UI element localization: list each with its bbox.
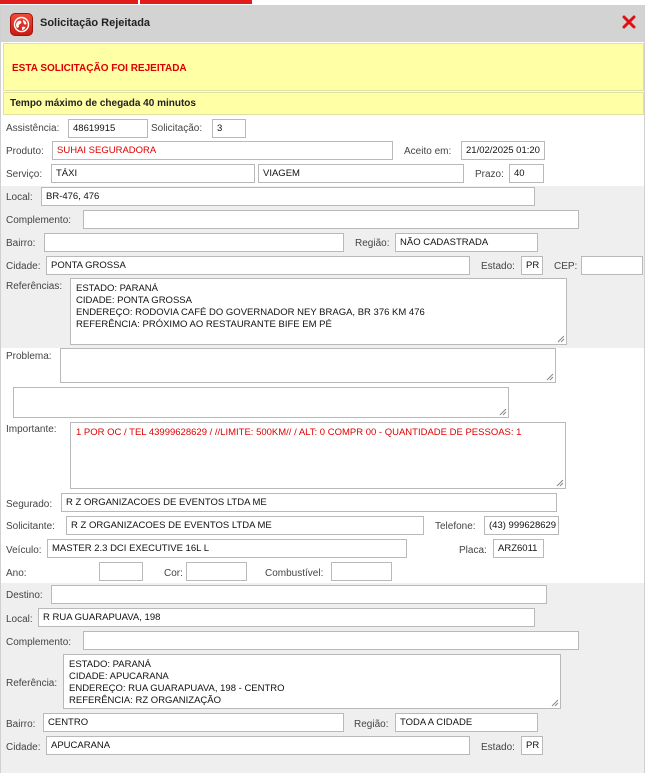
destino-referencia-line: ESTADO: PARANÁ xyxy=(69,659,151,670)
placa-label: Placa: xyxy=(459,545,487,556)
dialog-title: Solicitação Rejeitada xyxy=(40,17,151,29)
solicitante-field[interactable]: R Z ORGANIZACOES DE EVENTOS LTDA ME xyxy=(66,516,424,535)
regiao-label: Região: xyxy=(355,238,390,249)
rejected-banner xyxy=(3,43,644,91)
destino-field[interactable] xyxy=(51,585,547,604)
referencia-line: ENDEREÇO: RODOVIA CAFÉ DO GOVERNADOR NEY BRAGA, BR 376 KM 476 xyxy=(76,307,425,318)
tab-indicator[interactable] xyxy=(0,0,138,4)
bairro-label: Bairro: xyxy=(6,238,36,249)
destino-label: Destino: xyxy=(6,590,43,601)
destino-bairro-label: Bairro: xyxy=(6,719,36,730)
resize-grip-icon[interactable] xyxy=(551,699,559,707)
solicitacao-field[interactable]: 3 xyxy=(212,119,246,138)
destino-regiao-field[interactable]: TODA A CIDADE xyxy=(395,713,538,732)
cor-label: Cor: xyxy=(164,568,183,579)
produto-label: Produto: xyxy=(6,146,44,157)
destino-estado-label: Estado: xyxy=(481,742,515,753)
destino-local-field[interactable]: R RUA GUARAPUAVA, 198 xyxy=(38,608,535,627)
destino-estado-field[interactable]: PR xyxy=(521,736,543,755)
prazo-label: Prazo: xyxy=(475,169,504,180)
local-label: Local: xyxy=(6,192,33,203)
destino-referencia-line: ENDEREÇO: RUA GUARAPUAVA, 198 - CENTRO xyxy=(69,683,285,694)
destino-referencia-textarea[interactable] xyxy=(63,654,561,709)
destino-complemento-label: Complemento: xyxy=(6,637,72,648)
complemento-field[interactable] xyxy=(83,210,579,229)
problema-textarea[interactable] xyxy=(60,348,556,383)
tab-indicator[interactable] xyxy=(140,0,252,4)
ano-field[interactable] xyxy=(99,562,143,581)
destino-cidade-label: Cidade: xyxy=(6,742,41,753)
resize-grip-icon[interactable] xyxy=(499,408,507,416)
destino-referencia-label: Referência: xyxy=(6,678,58,689)
solicitacao-label: Solicitação: xyxy=(151,123,203,134)
combustivel-field[interactable] xyxy=(331,562,392,581)
cidade-label: Cidade: xyxy=(6,261,41,272)
referencia-line: REFERÊNCIA: PRÓXIMO AO RESTAURANTE BIFE EM PÉ xyxy=(76,319,332,330)
telefone-label: Telefone: xyxy=(435,521,476,532)
importante-text: 1 POR OC / TEL 43999628629 / //LIMITE: 500KM// / ALT: 0 COMPR 00 - QUANTIDADE DE PESSOAS: 1 xyxy=(76,427,522,438)
estado-label: Estado: xyxy=(481,261,515,272)
referencia-line: CIDADE: PONTA GROSSA xyxy=(76,295,192,306)
placa-field[interactable]: ARZ6011 xyxy=(493,539,544,558)
aceito-em-label: Aceito em: xyxy=(404,146,452,157)
destino-complemento-field[interactable] xyxy=(83,631,579,650)
prazo-field[interactable]: 40 xyxy=(509,164,544,183)
destino-local-label: Local: xyxy=(6,614,33,625)
veiculo-label: Veículo: xyxy=(6,545,42,556)
rejected-text: ESTA SOLICITAÇÃO FOI REJEITADA xyxy=(12,63,187,74)
resize-grip-icon[interactable] xyxy=(556,479,564,487)
destino-referencia-line: CIDADE: APUCARANA xyxy=(69,671,169,682)
referencias-textarea[interactable] xyxy=(70,278,567,345)
max-time-banner xyxy=(3,92,644,115)
complemento-label: Complemento: xyxy=(6,215,72,226)
problema-extra-textarea[interactable] xyxy=(13,387,509,418)
produto-field[interactable]: SUHAI SEGURADORA xyxy=(52,141,393,160)
cor-field[interactable] xyxy=(186,562,247,581)
bairro-field[interactable] xyxy=(44,233,344,252)
app-logo-icon xyxy=(10,13,33,36)
solicitante-label: Solicitante: xyxy=(6,521,55,532)
referencias-label: Referências: xyxy=(6,281,63,292)
servico-field[interactable]: TÁXI xyxy=(51,164,255,183)
cep-label: CEP: xyxy=(554,261,578,272)
destino-referencia-line: REFERÊNCIA: RZ ORGANIZAÇÃO xyxy=(69,695,222,706)
dialog-window xyxy=(0,5,645,773)
cep-field[interactable] xyxy=(581,256,643,275)
cidade-field[interactable]: PONTA GROSSA xyxy=(46,256,470,275)
assistencia-label: Assistência: xyxy=(6,123,60,134)
importante-textarea[interactable] xyxy=(70,422,566,489)
ano-label: Ano: xyxy=(6,568,27,579)
title-bar xyxy=(1,5,644,42)
destino-regiao-label: Região: xyxy=(354,719,389,730)
resize-grip-icon[interactable] xyxy=(546,373,554,381)
local-field[interactable]: BR-476, 476 xyxy=(41,187,535,206)
combustivel-label: Combustível: xyxy=(265,568,324,579)
aceito-em-field[interactable]: 21/02/2025 01:20 xyxy=(461,141,545,160)
segurado-label: Segurado: xyxy=(6,499,53,510)
servico-label: Serviço: xyxy=(6,169,43,180)
estado-field[interactable]: PR xyxy=(521,256,543,275)
segurado-field[interactable]: R Z ORGANIZACOES DE EVENTOS LTDA ME xyxy=(61,493,557,512)
max-time-text: Tempo máximo de chegada 40 minutos xyxy=(10,98,196,109)
close-icon[interactable] xyxy=(621,14,637,30)
regiao-field[interactable]: NÃO CADASTRADA xyxy=(395,233,538,252)
destino-cidade-field[interactable]: APUCARANA xyxy=(46,736,470,755)
destino-bairro-field[interactable]: CENTRO xyxy=(43,713,344,732)
telefone-field[interactable]: (43) 999628629 xyxy=(484,516,559,535)
servico-type-field[interactable]: VIAGEM xyxy=(258,164,464,183)
importante-label: Importante: xyxy=(6,424,57,435)
referencia-line: ESTADO: PARANÁ xyxy=(76,283,158,294)
resize-grip-icon[interactable] xyxy=(557,335,565,343)
assistencia-field[interactable]: 48619915 xyxy=(68,119,148,138)
problema-label: Problema: xyxy=(6,351,52,362)
veiculo-field[interactable]: MASTER 2.3 DCI EXECUTIVE 16L L xyxy=(47,539,407,558)
